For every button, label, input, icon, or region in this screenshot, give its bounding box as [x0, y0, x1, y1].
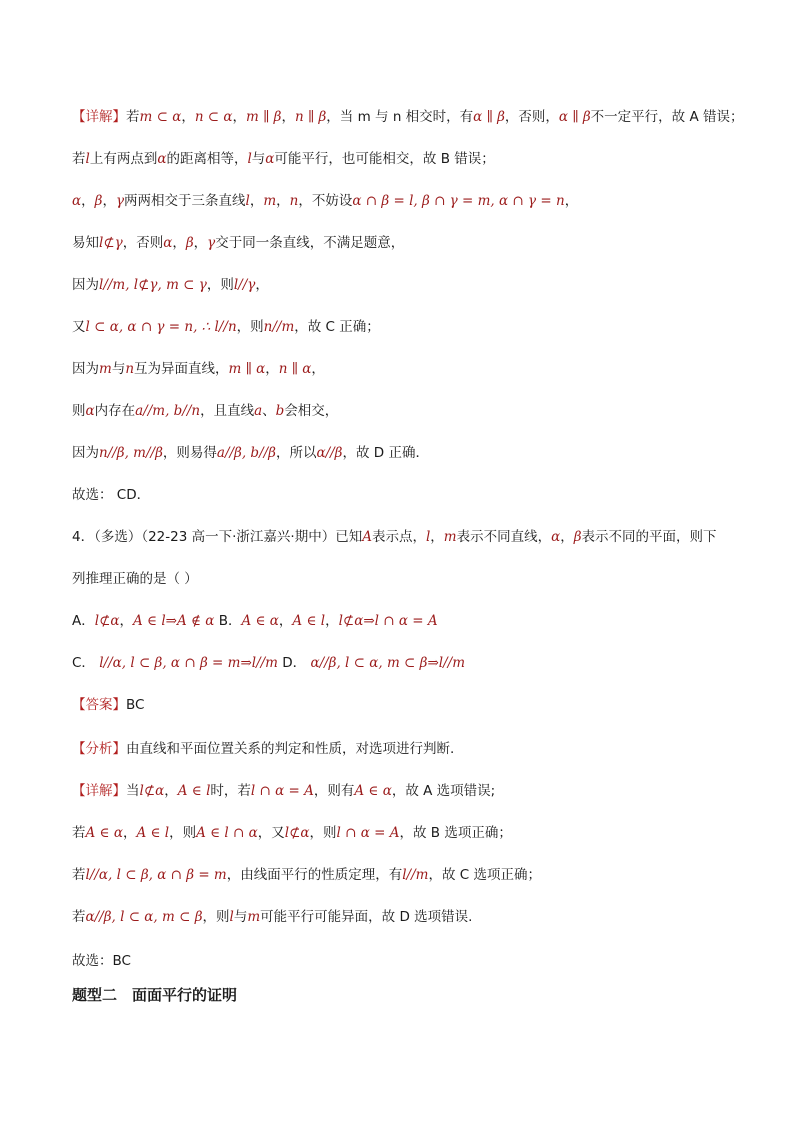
- text-line: [72, 951, 734, 971]
- math-expression: α: [163, 235, 173, 251]
- math-expression: m ⊂ α: [139, 109, 182, 125]
- text-segment: 会相交，: [284, 403, 339, 419]
- math-expression: β: [94, 193, 103, 209]
- text-segment: 若: [72, 825, 86, 841]
- text-segment: ，: [81, 193, 95, 209]
- text-segment: 与: [251, 151, 266, 167]
- text-segment: 4．（多选）（22-23 高一下·浙江嘉兴·期中）已知: [72, 529, 363, 545]
- math-expression: m: [263, 193, 277, 209]
- math-expression: A ∈ α: [354, 783, 392, 799]
- text-segment: ，则: [309, 825, 337, 841]
- text-line: [72, 781, 734, 801]
- math-expression: α: [551, 529, 561, 545]
- text-segment: 表示点，: [371, 529, 426, 545]
- section-tag: 【分析】: [72, 741, 126, 757]
- text-segment: 题型二 面面平行的证明: [72, 986, 238, 1004]
- text-line: [72, 275, 734, 295]
- text-segment: 易知: [72, 235, 99, 251]
- text-segment: 因为: [72, 361, 99, 377]
- text-segment: ，不妨设: [298, 193, 353, 209]
- text-segment: 、: [262, 403, 276, 419]
- math-expression: b: [275, 403, 285, 419]
- text-line: [72, 359, 734, 379]
- text-line: [72, 443, 734, 463]
- text-segment: 不一定平行，故 A 错误；: [590, 109, 744, 125]
- text-segment: 因为: [72, 277, 99, 293]
- text-segment: 由直线和平面位置关系的判定和性质，对选项进行判断.: [126, 741, 455, 757]
- math-expression: A ∈ α: [241, 613, 279, 629]
- text-segment: 内存在: [94, 403, 136, 419]
- math-expression: n ∥ β: [294, 109, 327, 125]
- math-expression: m ∥ α: [228, 361, 266, 377]
- math-expression: A: [362, 529, 372, 545]
- text-segment: 互为异面直线，: [134, 361, 229, 377]
- text-segment: D．: [277, 655, 311, 671]
- text-segment: ，故 A 选项错误;: [391, 783, 496, 799]
- text-segment: ，所以: [275, 445, 317, 461]
- text-segment: A．: [72, 613, 95, 629]
- text-segment: 与: [233, 909, 248, 925]
- section-heading: [72, 985, 734, 1005]
- text-line: [72, 739, 734, 759]
- text-segment: ，故 C 正确；: [294, 319, 380, 335]
- text-line: [72, 611, 734, 631]
- text-segment: 若: [72, 909, 86, 925]
- text-line: [72, 907, 734, 927]
- text-segment: 列推理正确的是（ ）: [72, 571, 198, 587]
- math-expression: A ∈ l ∩ α: [196, 825, 258, 841]
- text-segment: 因为: [72, 445, 99, 461]
- section-tag: 【答案】: [72, 697, 126, 713]
- text-segment: 时，若: [210, 783, 251, 799]
- math-expression: α//β: [316, 445, 343, 461]
- math-expression: m ∥ β: [246, 109, 282, 125]
- math-expression: m: [99, 361, 112, 377]
- text-segment: ，由线面平行的性质定理，有: [226, 867, 403, 883]
- math-expression: l⊄γ: [99, 235, 123, 251]
- text-segment: ，: [102, 193, 116, 209]
- text-segment: B．: [214, 613, 242, 629]
- math-expression: l⊄α: [94, 613, 120, 629]
- text-segment: C．: [72, 655, 100, 671]
- text-segment: 当: [126, 783, 140, 799]
- text-segment: ，: [119, 613, 133, 629]
- text-segment: ，: [193, 235, 208, 251]
- math-expression: m: [443, 529, 457, 545]
- text-segment: ，: [276, 193, 290, 209]
- text-segment: 故选：BC: [72, 953, 131, 969]
- text-segment: ，则: [202, 909, 230, 925]
- text-line: [72, 191, 734, 211]
- text-segment: ，当 m 与 n 相交时，有: [326, 109, 474, 125]
- math-expression: l: [245, 193, 250, 209]
- math-expression: α ∥ β: [473, 109, 505, 125]
- text-segment: 可能平行，也可能相交，故 B 错误；: [274, 151, 495, 167]
- math-expression: l⊄α⇒l ∩ α = A: [338, 613, 438, 629]
- math-expression: α//β, l ⊂ α, m ⊂ β: [85, 909, 203, 925]
- text-segment: ，: [164, 783, 178, 799]
- math-expression: l: [425, 529, 431, 545]
- math-expression: α: [72, 193, 82, 209]
- text-segment: 两两相交于三条直线: [124, 193, 246, 209]
- text-segment: ，故 B 选项正确；: [399, 825, 512, 841]
- math-expression: α//β, l ⊂ α, m ⊂ β⇒l//m: [310, 655, 465, 671]
- text-segment: ，且直线: [200, 403, 255, 419]
- math-expression: α: [265, 151, 275, 167]
- text-segment: ，否则: [122, 235, 164, 251]
- text-line: [72, 107, 744, 127]
- math-expression: l⊄α: [284, 825, 310, 841]
- text-segment: ，故 C 选项正确；: [428, 867, 541, 883]
- text-segment: 若: [72, 151, 86, 167]
- text-segment: BC: [126, 697, 145, 713]
- math-expression: A ∈ l⇒A ∉ α: [133, 613, 215, 629]
- text-segment: ，否则，: [504, 109, 559, 125]
- text-segment: ，: [232, 109, 247, 125]
- math-expression: β: [573, 529, 582, 545]
- math-expression: a//β, b//β: [216, 445, 276, 461]
- math-expression: α: [157, 151, 167, 167]
- math-expression: γ: [115, 193, 125, 209]
- math-expression: A ∈ l: [136, 825, 170, 841]
- text-segment: ，: [560, 529, 574, 545]
- text-line: [72, 317, 734, 337]
- math-expression: m: [247, 909, 261, 925]
- text-segment: 的距离相等，: [166, 151, 248, 167]
- text-segment: ，: [311, 361, 325, 377]
- text-segment: 上有两点到: [89, 151, 158, 167]
- text-line: [72, 485, 734, 505]
- math-expression: n ∥ α: [278, 361, 312, 377]
- text-segment: ，则: [236, 319, 264, 335]
- math-expression: n//β, m//β: [99, 445, 163, 461]
- text-segment: 可能平行可能异面，故 D 选项错误.: [260, 909, 473, 925]
- math-expression: a: [254, 403, 263, 419]
- text-segment: ，: [564, 193, 579, 209]
- text-line: [72, 149, 734, 169]
- text-segment: ，又: [257, 825, 285, 841]
- text-line: [72, 823, 734, 843]
- text-line: [72, 865, 734, 885]
- text-line: [72, 653, 734, 673]
- text-segment: 交于同一条直线，不满足题意，: [215, 235, 405, 251]
- text-segment: ，则易得: [162, 445, 217, 461]
- section-tag: 【详解】: [72, 783, 126, 799]
- math-expression: n: [289, 193, 299, 209]
- math-expression: l//α, l ⊂ β, α ∩ β = m: [85, 867, 227, 883]
- text-line: [72, 569, 734, 589]
- text-segment: ，故 D 正确．: [342, 445, 429, 461]
- math-expression: β: [185, 235, 194, 251]
- math-expression: A ∈ l: [292, 613, 326, 629]
- math-expression: l: [229, 909, 234, 925]
- math-expression: l ⊂ α, α ∩ γ = n, ∴ l//n: [85, 319, 237, 335]
- text-segment: ，: [249, 193, 264, 209]
- text-segment: ，: [265, 361, 279, 377]
- text-segment: ，: [181, 109, 195, 125]
- math-expression: l: [85, 151, 90, 167]
- math-expression: l//m: [402, 867, 429, 883]
- math-expression: α ∥ β: [558, 109, 591, 125]
- text-segment: 若: [126, 109, 140, 125]
- text-segment: ，: [255, 277, 269, 293]
- text-segment: ，: [430, 529, 444, 545]
- text-segment: ，: [325, 613, 339, 629]
- text-segment: 若: [72, 867, 86, 883]
- math-expression: n//m: [263, 319, 295, 335]
- text-segment: 又: [72, 319, 86, 335]
- text-line: [72, 695, 734, 715]
- text-segment: 故选： CD．: [72, 487, 151, 503]
- text-segment: 表示不同直线，: [456, 529, 552, 545]
- math-expression: n: [125, 361, 135, 377]
- text-segment: ，则: [206, 277, 234, 293]
- text-line: [72, 401, 734, 421]
- math-expression: l⊄α: [139, 783, 165, 799]
- text-segment: ，则: [169, 825, 197, 841]
- math-expression: A ∈ l: [177, 783, 211, 799]
- math-expression: l//α, l ⊂ β, α ∩ β = m⇒l//m: [99, 655, 278, 671]
- math-expression: a//m, b//n: [135, 403, 201, 419]
- math-expression: A ∈ α: [85, 825, 123, 841]
- math-expression: l//m, l⊄γ, m ⊂ γ: [99, 277, 207, 293]
- text-segment: 表示不同的平面，则下: [581, 529, 717, 545]
- text-line: [72, 233, 734, 253]
- math-expression: l//γ: [233, 277, 256, 293]
- text-segment: ，则有: [313, 783, 355, 799]
- text-segment: ，: [172, 235, 186, 251]
- math-expression: l ∩ α = A: [250, 783, 314, 799]
- text-segment: ，: [281, 109, 295, 125]
- math-expression: γ: [207, 235, 216, 251]
- text-segment: ，: [122, 825, 137, 841]
- section-tag: 【详解】: [72, 109, 126, 125]
- text-segment: 则: [72, 403, 86, 419]
- math-expression: n ⊂ α: [194, 109, 233, 125]
- text-segment: 与: [111, 361, 126, 377]
- math-expression: l ∩ α = A: [336, 825, 400, 841]
- math-expression: α ∩ β = l, β ∩ γ = m, α ∩ γ = n: [352, 193, 565, 209]
- math-expression: l: [247, 151, 252, 167]
- text-line: [72, 527, 734, 547]
- text-segment: ，: [278, 613, 293, 629]
- math-expression: α: [85, 403, 95, 419]
